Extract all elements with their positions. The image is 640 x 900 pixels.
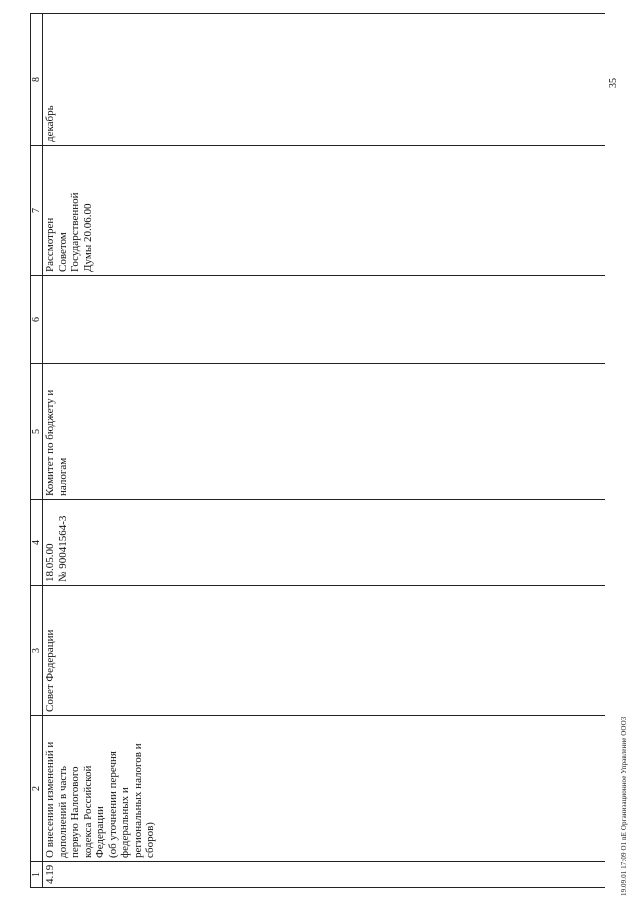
header-col-1: 1	[31, 862, 43, 888]
header-col-5: 5	[31, 364, 43, 500]
table-row	[43, 14, 606, 888]
header-col-8: 8	[31, 14, 43, 146]
header-col-2: 2	[31, 716, 43, 862]
page-number: 35	[608, 78, 619, 88]
header-row	[31, 14, 43, 888]
bill-title: О внесении изменений и дополнений в часть первую Налогового кодекса Российской Федерации (об уточнении перечня федеральных и региональных налогов и сборов)	[43, 716, 606, 862]
document-table	[30, 13, 605, 888]
status: Рассмотрен Советом Государственной Думы 20.06.00	[43, 146, 606, 276]
header-col-4: 4	[31, 500, 43, 586]
column-6	[43, 276, 606, 364]
header-col-6: 6	[31, 276, 43, 364]
row-number: 4.19	[43, 862, 606, 888]
fax-footer: 19.09.01 17:09 O1 nE Организационное Управление ООО3	[620, 716, 628, 896]
header-col-7: 7	[31, 146, 43, 276]
header-col-3: 3	[31, 586, 43, 716]
term: декабрь	[43, 14, 606, 146]
committee: Комитет по бюджету и налогам	[43, 364, 606, 500]
initiator: Совет Федерации	[43, 586, 606, 716]
date-number: 18.05.00 № 90041564-3	[43, 500, 606, 586]
